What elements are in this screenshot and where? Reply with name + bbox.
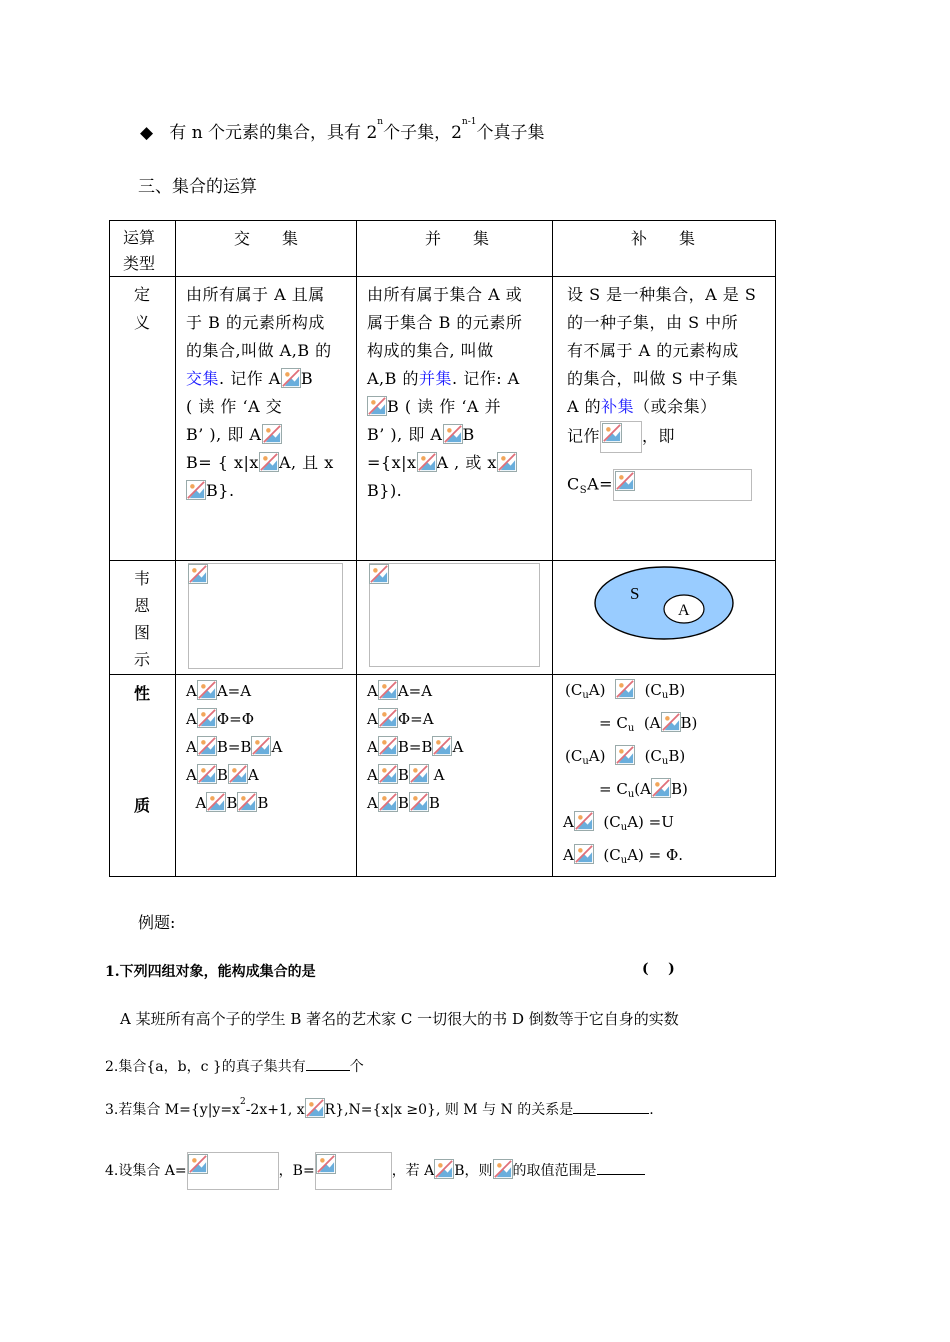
- broken-image-icon: [186, 480, 206, 500]
- broken-image-icon: [443, 424, 463, 444]
- complement-link[interactable]: 补集: [601, 397, 635, 416]
- venn-intersection: [176, 561, 357, 675]
- broken-image-icon: [602, 423, 622, 443]
- venn-union: [357, 561, 553, 675]
- answer-blank[interactable]: [306, 1056, 350, 1071]
- question-3: 3.若集合 $M=\{y|y=x^2-2x+1$, x R},N={x|x ≥0}, 则 M 与 N 的关系是 .: [105, 1097, 654, 1118]
- question-1-options: A 某班所有高个子的学生 B 著名的艺术家 C 一切很大的书 D 倒数等于它自身的实数: [120, 1010, 679, 1028]
- broken-image-icon: [251, 736, 271, 756]
- broken-image-icon: [369, 564, 389, 584]
- definition-union: 由所有属于集合 A 或 属于集合 B 的元素所 构成的集合, 叫做 A,B 的并集. 记作: A B ( 读 作 ‘A 并 B’ ), 即 A B ={x|x A , 或 x B}).: [357, 277, 553, 561]
- broken-image-icon: [378, 736, 398, 756]
- image-frame: [613, 469, 752, 501]
- venn-complement: [553, 561, 776, 675]
- broken-image-icon: [378, 764, 398, 784]
- broken-image-icon: [615, 679, 635, 699]
- broken-image-icon: [188, 564, 208, 584]
- broken-image-icon: [188, 1154, 208, 1174]
- header-type: 运算 类型: [110, 221, 176, 277]
- property-union: A A=A A Φ=A A B=B A A B A A B B: [357, 675, 553, 877]
- definition-intersection: 由所有属于 A 且属 于 B 的元素所构成 的集合,叫做 A,B 的 交集. 记作 A B ( 读 作 ‘A 交 B’ ), 即 A B= { x|x A, 且 x B}.: [176, 277, 357, 561]
- broken-image-icon: [237, 792, 257, 812]
- union-link[interactable]: 并集: [419, 369, 453, 388]
- venn-label-s: S: [630, 584, 640, 603]
- question-1: 1.下列四组对象，能构成集合的是: [105, 964, 316, 980]
- broken-image-icon: [197, 736, 217, 756]
- broken-image-icon: [305, 1098, 325, 1118]
- broken-image-icon: [434, 1159, 454, 1179]
- broken-image-icon: [262, 424, 282, 444]
- intro-line: ◆ 有 n 个元素的集合，具有 2$^n$个子集，2$^{n-1}$个真子集: [140, 117, 545, 143]
- image-frame: [187, 1152, 279, 1190]
- broken-image-icon: [281, 368, 301, 388]
- broken-image-icon: [661, 712, 681, 732]
- broken-image-icon: [259, 452, 279, 472]
- broken-image-icon: [197, 708, 217, 728]
- image-frame: [600, 421, 642, 453]
- broken-image-icon: [197, 680, 217, 700]
- broken-image-icon: [316, 1154, 336, 1174]
- venn-diagram: [593, 565, 736, 641]
- property-complement: $(C_uA)$ $(C_uB)$ = $C_u$ (A B) $(C_uA)$ $(C_uB)$ = $C_u(A$ B) A $(C_uA) =U$ A $(C_uA) = \Phi$.: [553, 675, 776, 877]
- broken-image-icon: [497, 452, 517, 472]
- row-label-property: 性 质: [110, 675, 176, 877]
- broken-image-icon: [493, 1159, 513, 1179]
- row-label-venn: 韦 恩 图 示: [110, 561, 176, 675]
- answer-blank[interactable]: [573, 1099, 649, 1114]
- venn-label-a: A: [678, 602, 690, 619]
- broken-image-icon: [574, 811, 594, 831]
- broken-image-icon: [651, 778, 671, 798]
- broken-image-icon: [228, 764, 248, 784]
- intersection-link[interactable]: 交集: [186, 369, 220, 388]
- header-complement: 补 集: [553, 221, 776, 277]
- broken-image-icon: [367, 396, 387, 416]
- image-frame: [188, 563, 343, 669]
- set-operations-table: [109, 220, 776, 877]
- broken-image-icon: [417, 452, 437, 472]
- question-4: 4.设集合 A= ，B= ，若 A B，则 的取值范围是: [105, 1152, 645, 1190]
- row-label-definition: 定 义: [110, 277, 176, 561]
- question-2: 2.集合{a，b，c }的真子集共有 个: [105, 1056, 364, 1076]
- question-1-paren: ( ): [642, 961, 675, 977]
- property-intersection: A A=A A Φ=Φ A B=B A A B A A B B: [176, 675, 357, 877]
- section-title: 三、集合的运算: [138, 177, 257, 197]
- broken-image-icon: [197, 764, 217, 784]
- bullet-icon: ◆: [140, 123, 154, 143]
- header-union: 并 集: [357, 221, 553, 277]
- broken-image-icon: [378, 708, 398, 728]
- broken-image-icon: [615, 471, 635, 491]
- definition-complement: 设 S 是一种集合，A 是 S 的一种子集，由 S 中所 有不属于 A 的元素构成 的集合，叫做 S 中子集 A 的补集（或余集） 记作 ，即 $C_SA=$: [553, 277, 776, 561]
- answer-blank[interactable]: [597, 1160, 645, 1175]
- broken-image-icon: [409, 792, 429, 812]
- broken-image-icon: [378, 792, 398, 812]
- broken-image-icon: [432, 736, 452, 756]
- broken-image-icon: [206, 792, 226, 812]
- broken-image-icon: [574, 844, 594, 864]
- examples-heading: 例题:: [138, 913, 176, 932]
- broken-image-icon: [615, 745, 635, 765]
- broken-image-icon: [409, 764, 429, 784]
- broken-image-icon: [378, 680, 398, 700]
- image-frame: [369, 563, 540, 667]
- header-intersection: 交 集: [176, 221, 357, 277]
- image-frame: [315, 1152, 392, 1190]
